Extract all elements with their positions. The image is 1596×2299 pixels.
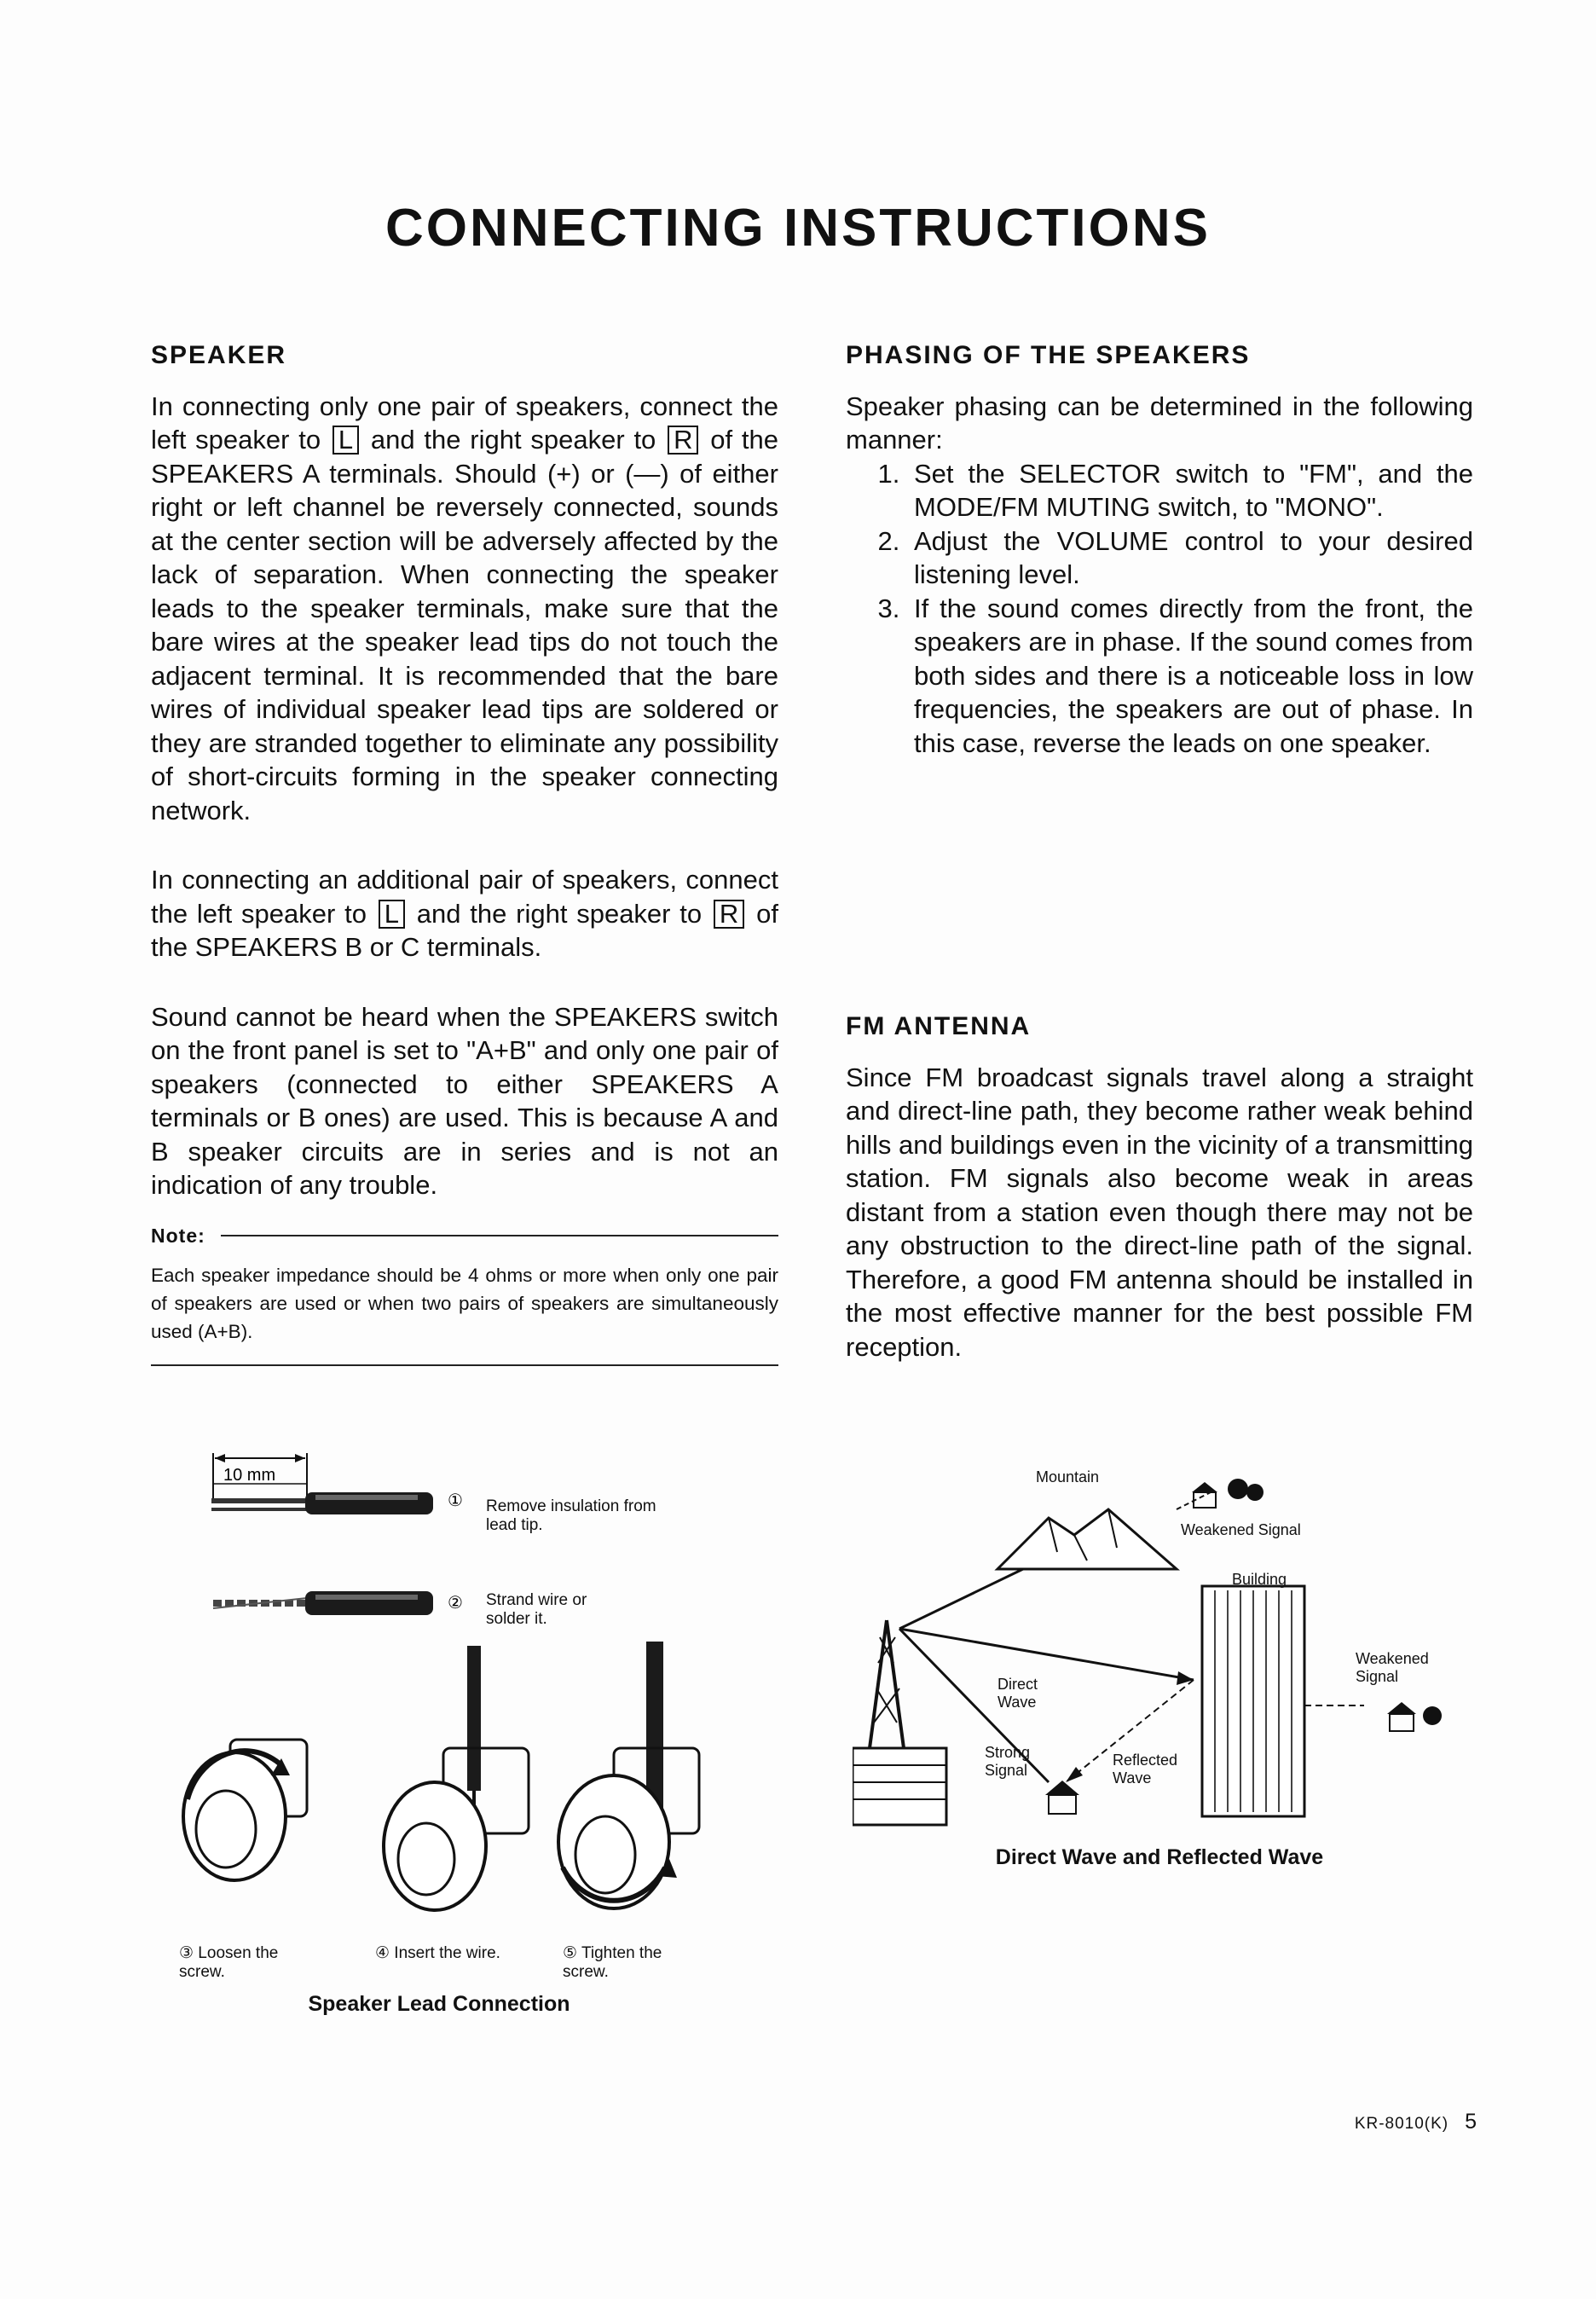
step2-caption: Strand wire or solder it. xyxy=(486,1591,587,1628)
wire-bare-end xyxy=(211,1492,433,1514)
terminal-insert xyxy=(384,1646,529,1910)
phasing-step: 3. If the sound comes directly from the front, the speakers are in phase. If the sound comes from both sides and there is a noticeable loss in low frequencies, the speakers are out of phase. In this case, reverse the leads on one speaker. xyxy=(907,592,1473,761)
step2-number: ② xyxy=(448,1594,463,1613)
terminal-l-box: L xyxy=(332,426,359,455)
weakened-signal-right-label: Weakened Signal xyxy=(1356,1650,1429,1685)
speaker-paragraph-2 xyxy=(151,863,778,964)
step1-label xyxy=(448,1491,463,1510)
note-rule xyxy=(221,1235,778,1236)
antenna-figure xyxy=(853,1467,1466,1842)
phasing-step: 1. Set the SELECTOR switch to "FM", and the MODE/FM MUTING switch, to "MONO". xyxy=(907,457,1473,524)
speaker-lead-figure xyxy=(171,1441,767,2021)
page-footer xyxy=(1355,2110,1477,2134)
terminal-tighten xyxy=(558,1642,699,1908)
speaker-p2-part-c: of the SPEAKERS B or C terminals. xyxy=(151,898,778,962)
distant-house-icon xyxy=(1192,1479,1264,1508)
speaker-section xyxy=(151,339,778,1366)
step4-caption: ④ Insert the wire. xyxy=(375,1944,500,1962)
receiver-house-icon xyxy=(1045,1781,1079,1814)
speaker-p2-part-a: In connecting an additional pair of speakers, connect the left speaker to xyxy=(151,865,778,929)
speaker-lead-drawing xyxy=(171,1441,767,1936)
speaker-lead-caption: Speaker Lead Connection xyxy=(308,1992,570,2016)
terminal-l-box: L xyxy=(379,900,405,929)
speaker-paragraph-1 xyxy=(151,390,778,828)
reflected-wave-label: Reflected Wave xyxy=(1113,1752,1178,1787)
tall-building-icon xyxy=(1202,1586,1304,1816)
wire-stranded-end xyxy=(213,1591,433,1615)
terminal-r-box: R xyxy=(714,900,744,929)
note-box xyxy=(151,1219,778,1367)
note-label: Note: xyxy=(151,1224,205,1247)
step3-caption: ③ Loosen the screw. xyxy=(179,1944,279,1981)
fm-antenna-heading: FM ANTENNA xyxy=(846,1012,1032,1040)
phasing-steps xyxy=(846,457,1473,761)
right-house-icon xyxy=(1387,1702,1442,1731)
note-text: Each speaker impedance should be 4 ohms or more when only one pair of speakers are used or when two pairs of speakers are simultaneously used (A+B). xyxy=(151,1265,778,1342)
mountain-label: Mountain xyxy=(1036,1468,1100,1485)
page-title: CONNECTING INSTRUCTIONS xyxy=(385,199,1211,258)
terminal-r-box: R xyxy=(668,426,698,455)
strong-signal-label: Strong Signal xyxy=(985,1744,1031,1779)
building-label: Building xyxy=(1232,1571,1287,1588)
direct-wave-label: Direct Wave xyxy=(998,1676,1038,1711)
phasing-section xyxy=(846,339,1473,760)
transmitter-tower-icon xyxy=(870,1620,904,1748)
speaker-heading: SPEAKER xyxy=(151,341,287,369)
speaker-p1-part-c: of the SPEAKERS A terminals. Should (+) or (—) of either right or left channel be reversely connected, sounds at the center section will be adversely affected by the lack of separation. When connecting the speaker leads to the speaker terminals, make sure that the bare wires at the speaker lead tips do not touch the adjacent terminal. It is recommended that the bare wires of individual speaker lead tips are soldered or they are stranded together to eliminate any possibility of short-circuits forming in the speaker connecting network. xyxy=(151,425,779,825)
weakened-signal-top-label: Weakened Signal xyxy=(1181,1521,1301,1538)
dimension-label: 10 mm xyxy=(223,1466,276,1485)
step5-caption: ⑤ Tighten the screw. xyxy=(563,1944,662,1981)
speaker-p2-part-b: and the right speaker to xyxy=(416,898,703,929)
phasing-step: 2. Adjust the VOLUME control to your desired listening level. xyxy=(907,524,1473,592)
fm-antenna-text: Since FM broadcast signals travel along a straight and direct-line path, they become rather weak behind hills and buildings even in the vicinity of a transmitting station. FM signals also become weak in areas distant from a station even though there may not be any obstruction to the direct-line path of the signal. Therefore, a good FM antenna should be installed in the most effective manner for the best possible FM reception. xyxy=(846,1062,1473,1362)
speaker-paragraph-3: Sound cannot be heard when the SPEAKERS switch on the front panel is set to "A+B" and only one pair of speakers (connected to either SPEAKERS A terminals or B ones) are used. This is because A and B speaker circuits are in series and is not an indication of any trouble. xyxy=(151,1001,778,1200)
phasing-intro: Speaker phasing can be determined in the following manner: xyxy=(846,391,1473,455)
antenna-caption: Direct Wave and Reflected Wave xyxy=(995,1845,1324,1869)
speaker-p1-part-b: and the right speaker to xyxy=(370,425,656,455)
step1-caption: Remove insulation from lead tip. xyxy=(486,1497,656,1534)
fm-antenna-section xyxy=(846,1010,1473,1364)
page-number: 5 xyxy=(1465,2110,1477,2134)
speaker-p1-part-a: In connecting only one pair of speakers, connect the left speaker to xyxy=(151,391,778,455)
phasing-heading: PHASING OF THE SPEAKERS xyxy=(846,341,1251,369)
terminal-loosen xyxy=(183,1740,307,1880)
step1-number: ① xyxy=(448,1491,463,1510)
note-bottom-rule xyxy=(151,1364,778,1366)
note-header xyxy=(151,1219,778,1254)
station-building-icon xyxy=(853,1748,946,1825)
model-number: KR-8010(K) xyxy=(1354,2115,1449,2133)
